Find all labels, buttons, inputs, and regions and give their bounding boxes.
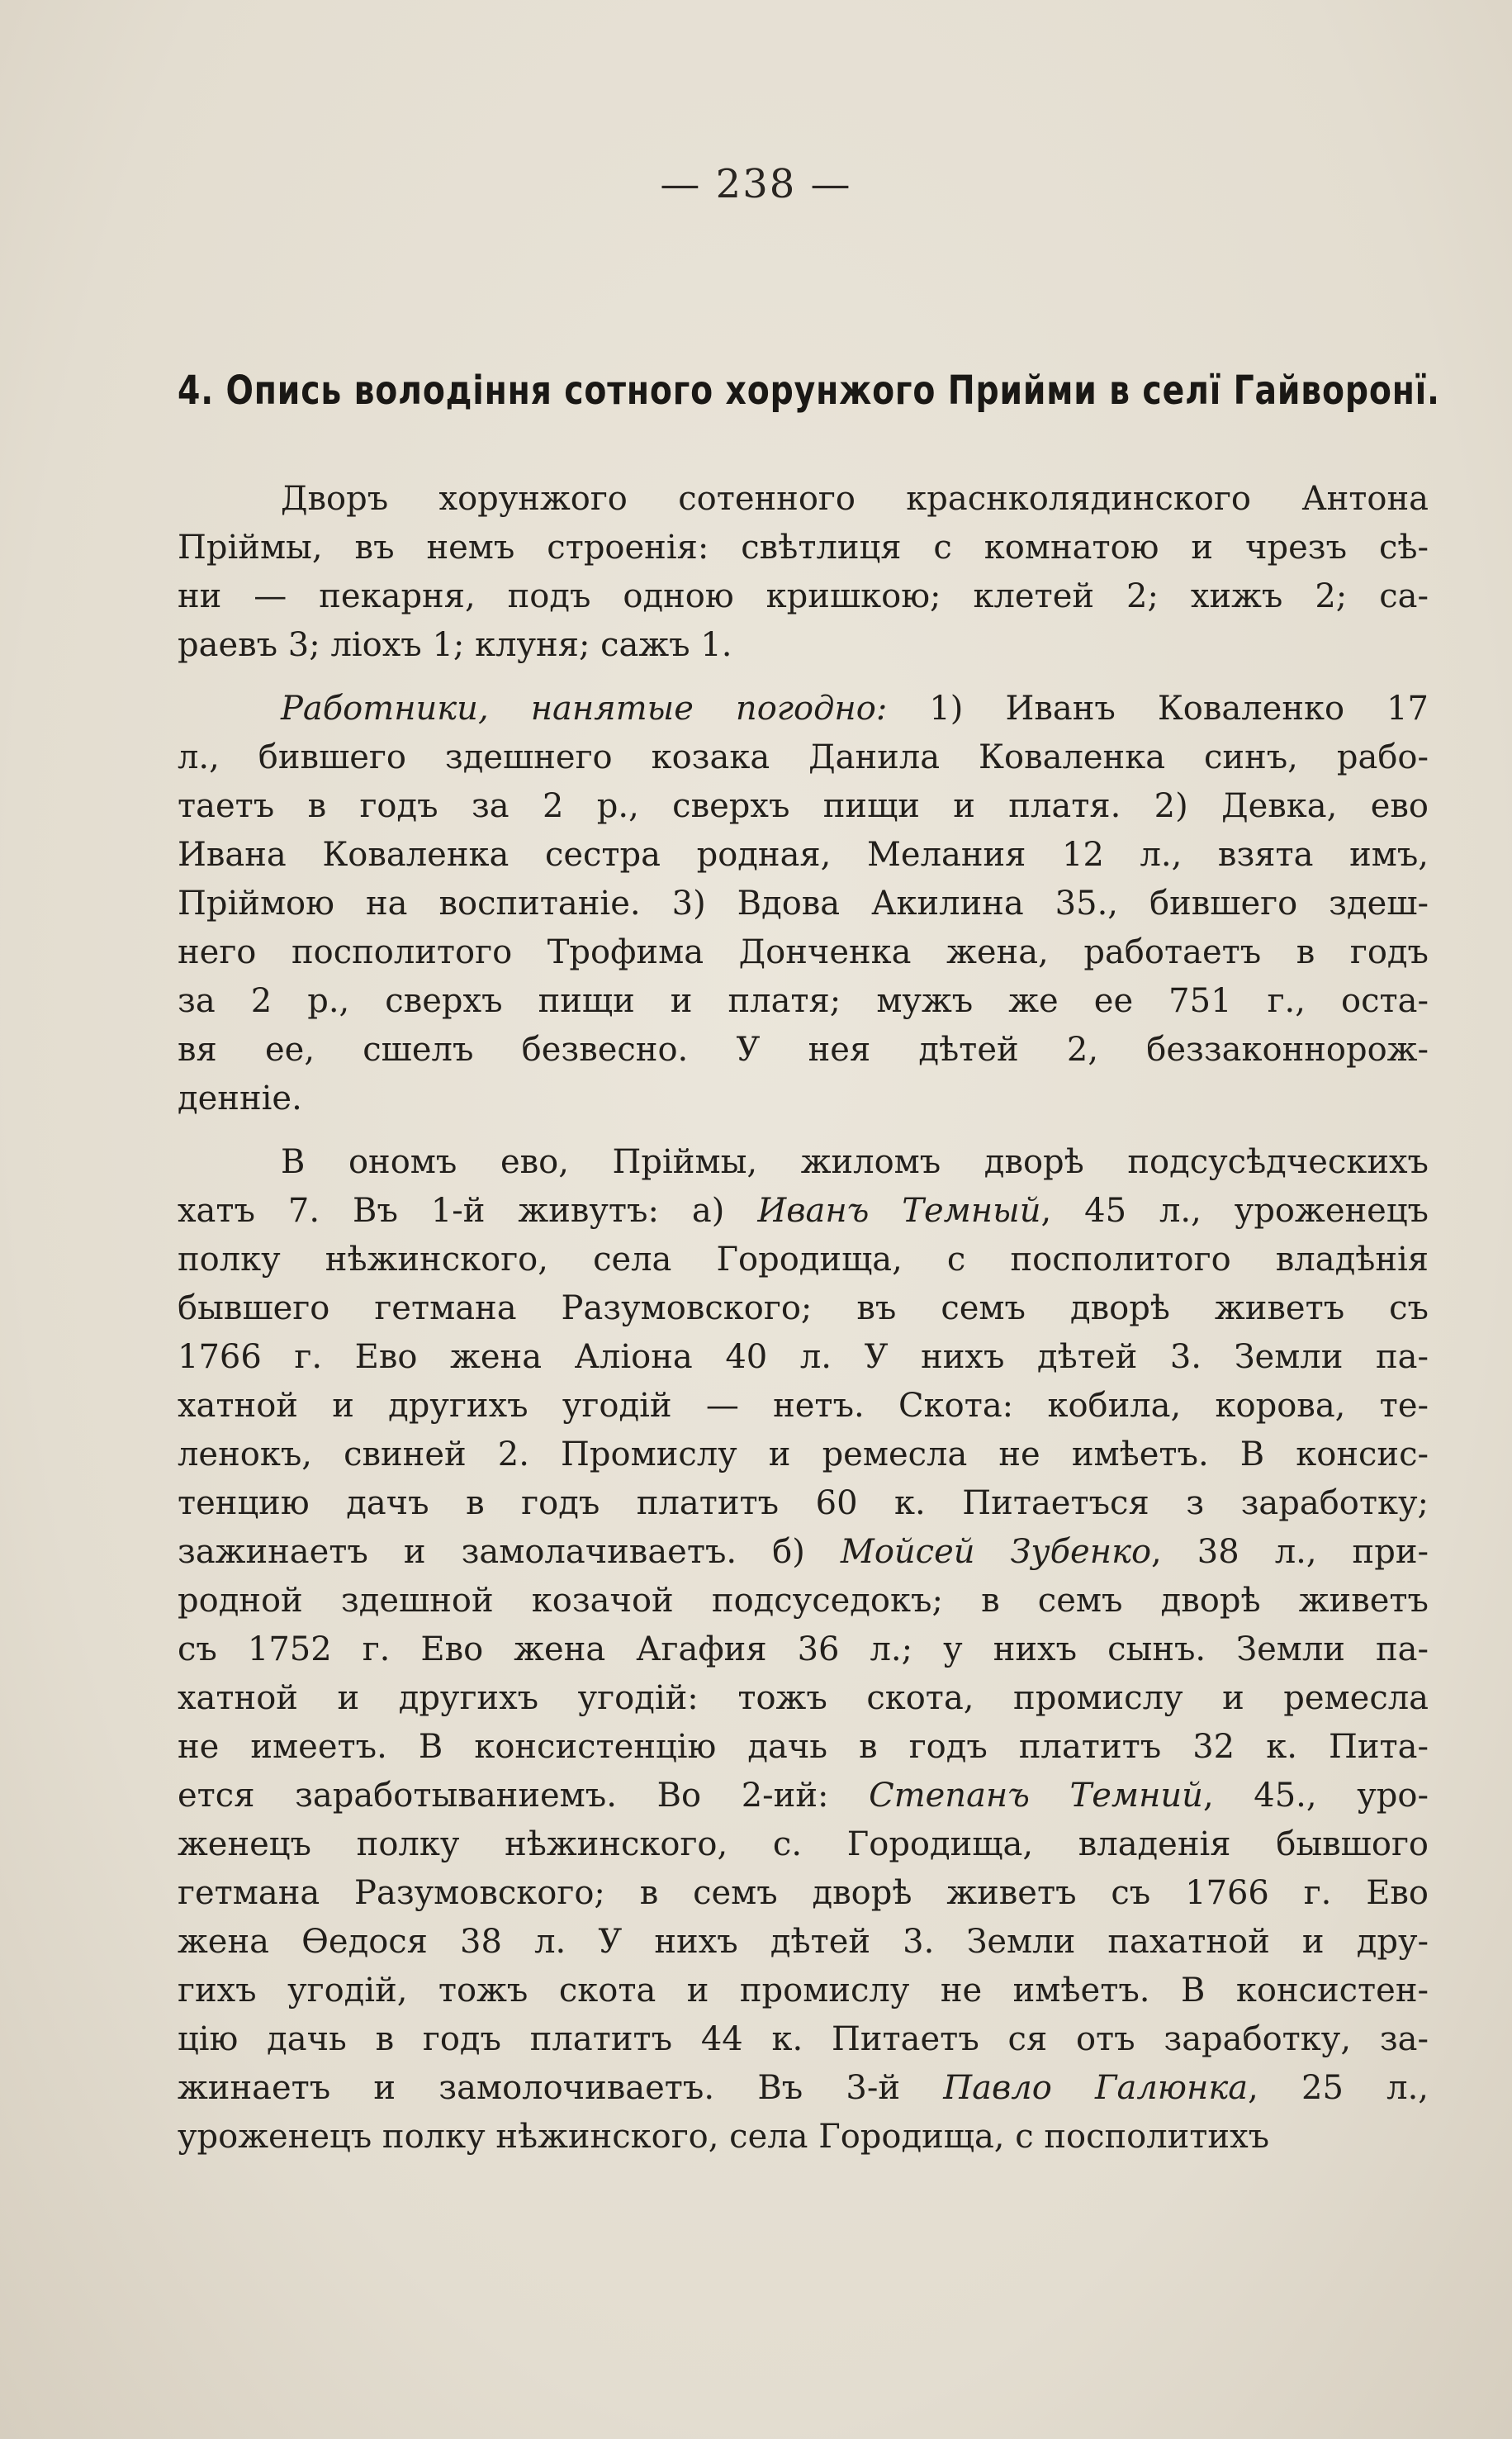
- text-line: уроженецъ полку нѣжинского, села Городища, с посполитихъ: [178, 2118, 1270, 2156]
- body-text: [178, 475, 1429, 2161]
- text-line: таетъ в годъ за 2 р., сверхъ пищи и платя. 2) Девка, ево: [178, 787, 1429, 825]
- text-line: съ 1752 г. Ево жена Агафия 36 л.; у нихъ сынъ. Земли па-: [178, 1630, 1429, 1668]
- text-line: Ивана Коваленка сестра родная, Мелания 12 л., взята имъ,: [178, 836, 1429, 874]
- text-line: вя ее, сшелъ безвесно. У нея дѣтей 2, беззаконнорож-: [178, 1031, 1429, 1069]
- text-line: раевъ 3; ліохъ 1; клуня; сажъ 1.: [178, 626, 732, 664]
- page-number: — 238 —: [660, 161, 852, 207]
- text-line: него посполитого Трофима Донченка жена, работаетъ в годъ: [178, 933, 1429, 971]
- text-line: родной здешной козачой подсуседокъ; в семъ дворѣ живетъ: [178, 1582, 1429, 1620]
- text-line: хатной и другихъ угодій: тожъ скота, промислу и ремесла: [178, 1679, 1429, 1717]
- paragraph-2: [178, 685, 1429, 1123]
- text-line: жинаетъ и замолочиваетъ. Въ 3-й Павло Галюнка, 25 л.,: [178, 2069, 1429, 2107]
- text-line: зажинаетъ и замолачиваетъ. б) Мойсей Зубенко, 38 л., при-: [178, 1533, 1429, 1571]
- text-line: гетмана Разумовского; в семъ дворѣ живетъ съ 1766 г. Ево: [178, 1874, 1429, 1912]
- text-line: гихъ угодій, тожъ скота и промислу не имѣетъ. В консистен-: [178, 1972, 1429, 2010]
- text-line: цію дачь в годъ платитъ 44 к. Питаетъ ся отъ заработку, за-: [178, 2020, 1429, 2058]
- text-line: Дворъ хорунжого сотенного краснколядинского Антона: [281, 480, 1429, 518]
- text-line: ется заработываниемъ. Во 2-ий: Степанъ Темний, 45., уро-: [178, 1777, 1429, 1815]
- text-line: хатъ 7. Въ 1-й живутъ: а) Иванъ Темный, 45 л., уроженецъ: [178, 1192, 1429, 1230]
- text-line: Работники, нанятые погодно: 1) Иванъ Коваленко 17: [281, 690, 1429, 728]
- text-line: денніе.: [178, 1080, 302, 1117]
- text-line: за 2 р., сверхъ пищи и платя; мужъ же ее 751 г., оста-: [178, 982, 1429, 1020]
- text-line: 1766 г. Ево жена Аліона 40 л. У нихъ дѣтей 3. Земли па-: [178, 1338, 1429, 1376]
- text-line: хатной и другихъ угодій — нетъ. Скота: кобила, корова, те-: [178, 1387, 1429, 1425]
- text-line: тенцию дачъ в годъ платитъ 60 к. Питаетъся з заработку;: [178, 1484, 1429, 1522]
- paragraph-3: [178, 1138, 1429, 2161]
- text-line: В ономъ ево, Пріймы, жиломъ дворѣ подсусѣдческихъ: [281, 1143, 1429, 1181]
- text-line: Пріймою на воспитаніе. 3) Вдова Акилина 35., бившего здеш-: [178, 885, 1429, 923]
- text-line: не имеетъ. В консистенцію дачь в годъ платитъ 32 к. Пита-: [178, 1728, 1429, 1766]
- paragraph-1: [178, 475, 1429, 670]
- text-line: ни — пекарня, подъ одною кришкою; клетей 2; хижъ 2; са-: [178, 577, 1429, 615]
- text-line: ленокъ, свиней 2. Промислу и ремесла не имѣетъ. В консис-: [178, 1435, 1429, 1473]
- text-line: полку нѣжинского, села Городища, с посполитого владѣнія: [178, 1241, 1429, 1279]
- section-title: 4. Опись володіння сотного хорунжого Прийми в селї Гайворонї.: [178, 368, 1440, 414]
- text-line: бывшего гетмана Разумовского; въ семъ дворѣ живетъ съ: [178, 1289, 1429, 1327]
- text-line: женецъ полку нѣжинского, с. Городища, владенія бывшого: [178, 1825, 1429, 1863]
- text-line: жена Ѳедося 38 л. У нихъ дѣтей 3. Земли пахатной и дру-: [178, 1923, 1429, 1961]
- text-line: Пріймы, въ немъ строенія: свѣтлиця с комнатою и чрезъ сѣ-: [178, 529, 1429, 567]
- text-line: л., бившего здешнего козака Данила Коваленка синъ, рабо-: [178, 738, 1429, 776]
